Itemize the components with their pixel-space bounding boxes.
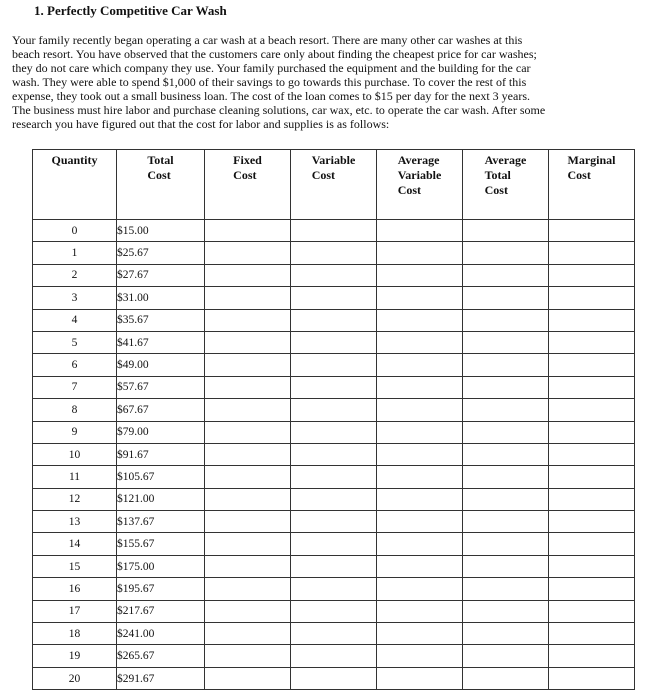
average-variable-cost-cell[interactable] [377,511,463,533]
average-total-cost-cell[interactable] [463,555,549,577]
marginal-cost-cell[interactable] [549,466,635,488]
fixed-cost-cell[interactable] [205,309,291,331]
quantity-cell: 9 [33,421,117,443]
fixed-cost-cell[interactable] [205,533,291,555]
intro-line: research you have figured out that the cost for labor and supplies is as follows: [12,117,390,131]
marginal-cost-cell[interactable] [549,331,635,353]
fixed-cost-cell[interactable] [205,376,291,398]
variable-cost-cell[interactable] [291,376,377,398]
intro-line: wash. They were able to spend $1,000 of their savings to go towards this purchase. To cover the rest of this [12,75,527,89]
quantity-cell: 4 [33,309,117,331]
variable-cost-cell[interactable] [291,399,377,421]
table-row [33,600,635,622]
marginal-cost-cell[interactable] [549,242,635,264]
total-cost-cell: $291.67 [117,667,205,689]
marginal-cost-cell[interactable] [549,623,635,645]
table-row [33,667,635,689]
average-variable-cost-cell[interactable] [377,264,463,286]
variable-cost-cell[interactable] [291,443,377,465]
average-total-cost-cell[interactable] [463,466,549,488]
header-variable-cost: Variable Cost [291,150,377,220]
average-variable-cost-cell[interactable] [377,242,463,264]
average-total-cost-cell[interactable] [463,645,549,667]
average-variable-cost-cell[interactable] [377,466,463,488]
intro-paragraph [12,33,652,131]
average-variable-cost-cell[interactable] [377,578,463,600]
average-variable-cost-cell[interactable] [377,533,463,555]
variable-cost-cell[interactable] [291,264,377,286]
quantity-cell: 2 [33,264,117,286]
fixed-cost-cell[interactable] [205,287,291,309]
fixed-cost-cell[interactable] [205,578,291,600]
total-cost-cell: $217.67 [117,600,205,622]
average-total-cost-cell[interactable] [463,242,549,264]
total-cost-cell: $265.67 [117,645,205,667]
average-total-cost-cell[interactable] [463,443,549,465]
quantity-cell: 20 [33,667,117,689]
table-row [33,287,635,309]
total-cost-cell: $25.67 [117,242,205,264]
marginal-cost-cell[interactable] [549,511,635,533]
table-row [33,399,635,421]
variable-cost-cell[interactable] [291,220,377,242]
average-variable-cost-cell[interactable] [377,443,463,465]
table-row [33,309,635,331]
header-total-cost: Total Cost [117,150,205,220]
marginal-cost-cell[interactable] [549,264,635,286]
total-cost-cell: $67.67 [117,399,205,421]
header-quantity: Quantity [33,150,117,220]
average-total-cost-cell[interactable] [463,600,549,622]
variable-cost-cell[interactable] [291,600,377,622]
fixed-cost-cell[interactable] [205,555,291,577]
quantity-cell: 1 [33,242,117,264]
quantity-cell: 13 [33,511,117,533]
variable-cost-cell[interactable] [291,421,377,443]
marginal-cost-cell[interactable] [549,578,635,600]
variable-cost-cell[interactable] [291,287,377,309]
total-cost-cell: $35.67 [117,309,205,331]
fixed-cost-cell[interactable] [205,511,291,533]
fixed-cost-cell[interactable] [205,488,291,510]
table-row [33,264,635,286]
average-variable-cost-cell[interactable] [377,421,463,443]
variable-cost-cell[interactable] [291,242,377,264]
average-total-cost-cell[interactable] [463,421,549,443]
marginal-cost-cell[interactable] [549,645,635,667]
variable-cost-cell[interactable] [291,488,377,510]
variable-cost-cell[interactable] [291,645,377,667]
quantity-cell: 10 [33,443,117,465]
table-row [33,645,635,667]
average-variable-cost-cell[interactable] [377,399,463,421]
average-variable-cost-cell[interactable] [377,667,463,689]
variable-cost-cell[interactable] [291,354,377,376]
quantity-cell: 11 [33,466,117,488]
average-total-cost-cell[interactable] [463,667,549,689]
average-total-cost-cell[interactable] [463,264,549,286]
quantity-cell: 3 [33,287,117,309]
average-total-cost-cell[interactable] [463,623,549,645]
fixed-cost-cell[interactable] [205,354,291,376]
average-total-cost-cell[interactable] [463,488,549,510]
total-cost-cell: $27.67 [117,264,205,286]
total-cost-cell: $105.67 [117,466,205,488]
marginal-cost-cell[interactable] [549,287,635,309]
average-total-cost-cell[interactable] [463,287,549,309]
table-row [33,511,635,533]
quantity-cell: 8 [33,399,117,421]
intro-line: they do not care which company they use. Your family purchased the equipment and the building for the car [12,61,531,75]
total-cost-cell: $241.00 [117,623,205,645]
header-average-total-cost: Average Total Cost [463,150,549,220]
variable-cost-cell[interactable] [291,623,377,645]
question-heading: 1. Perfectly Competitive Car Wash [34,3,227,18]
total-cost-cell: $41.67 [117,331,205,353]
quantity-cell: 5 [33,331,117,353]
intro-line: The business must hire labor and purchase cleaning solutions, car wax, etc. to operate the car wash. After some [12,103,546,117]
marginal-cost-cell[interactable] [549,488,635,510]
average-total-cost-cell[interactable] [463,220,549,242]
total-cost-cell: $175.00 [117,555,205,577]
total-cost-cell: $155.67 [117,533,205,555]
quantity-cell: 7 [33,376,117,398]
variable-cost-cell[interactable] [291,309,377,331]
variable-cost-cell[interactable] [291,533,377,555]
total-cost-cell: $57.67 [117,376,205,398]
quantity-cell: 14 [33,533,117,555]
fixed-cost-cell[interactable] [205,242,291,264]
cost-table [32,149,635,690]
average-variable-cost-cell[interactable] [377,287,463,309]
table-row [33,443,635,465]
average-total-cost-cell[interactable] [463,376,549,398]
average-total-cost-cell[interactable] [463,309,549,331]
fixed-cost-cell[interactable] [205,264,291,286]
average-variable-cost-cell[interactable] [377,354,463,376]
total-cost-cell: $91.67 [117,443,205,465]
total-cost-cell: $49.00 [117,354,205,376]
fixed-cost-cell[interactable] [205,331,291,353]
variable-cost-cell[interactable] [291,578,377,600]
variable-cost-cell[interactable] [291,466,377,488]
average-total-cost-cell[interactable] [463,399,549,421]
table-header-row [33,150,635,220]
average-variable-cost-cell[interactable] [377,600,463,622]
total-cost-cell: $79.00 [117,421,205,443]
header-marginal-cost: Marginal Cost [549,150,635,220]
marginal-cost-cell[interactable] [549,354,635,376]
quantity-cell: 6 [33,354,117,376]
table-row [33,220,635,242]
marginal-cost-cell[interactable] [549,555,635,577]
variable-cost-cell[interactable] [291,331,377,353]
quantity-cell: 15 [33,555,117,577]
average-variable-cost-cell[interactable] [377,376,463,398]
total-cost-cell: $31.00 [117,287,205,309]
marginal-cost-cell[interactable] [549,667,635,689]
table-body [33,220,635,690]
header-fixed-cost: Fixed Cost [205,150,291,220]
table-row [33,533,635,555]
table-row [33,623,635,645]
fixed-cost-cell[interactable] [205,645,291,667]
average-total-cost-cell[interactable] [463,354,549,376]
average-variable-cost-cell[interactable] [377,220,463,242]
marginal-cost-cell[interactable] [549,376,635,398]
average-total-cost-cell[interactable] [463,533,549,555]
intro-line: beach resort. You have observed that the customers care only about finding the cheapest price for car washes; [12,47,537,61]
fixed-cost-cell[interactable] [205,600,291,622]
quantity-cell: 17 [33,600,117,622]
quantity-cell: 19 [33,645,117,667]
fixed-cost-cell[interactable] [205,466,291,488]
marginal-cost-cell[interactable] [549,600,635,622]
intro-line: Your family recently began operating a car wash at a beach resort. There are many other car washes at this [12,33,523,47]
variable-cost-cell[interactable] [291,555,377,577]
fixed-cost-cell[interactable] [205,220,291,242]
table-row [33,354,635,376]
average-variable-cost-cell[interactable] [377,555,463,577]
marginal-cost-cell[interactable] [549,421,635,443]
header-average-variable-cost: Average Variable Cost [377,150,463,220]
quantity-cell: 16 [33,578,117,600]
total-cost-cell: $137.67 [117,511,205,533]
intro-line: expense, they took out a small business loan. The cost of the loan comes to $15 per day for the next 3 years. [12,89,530,103]
table-row [33,331,635,353]
average-variable-cost-cell[interactable] [377,309,463,331]
average-total-cost-cell[interactable] [463,511,549,533]
marginal-cost-cell[interactable] [549,309,635,331]
average-total-cost-cell[interactable] [463,578,549,600]
quantity-cell: 0 [33,220,117,242]
table-row [33,466,635,488]
total-cost-cell: $195.67 [117,578,205,600]
average-variable-cost-cell[interactable] [377,645,463,667]
table-row [33,555,635,577]
table-row [33,578,635,600]
table-row [33,488,635,510]
quantity-cell: 12 [33,488,117,510]
fixed-cost-cell[interactable] [205,421,291,443]
average-total-cost-cell[interactable] [463,331,549,353]
average-variable-cost-cell[interactable] [377,331,463,353]
total-cost-cell: $121.00 [117,488,205,510]
fixed-cost-cell[interactable] [205,667,291,689]
marginal-cost-cell[interactable] [549,220,635,242]
marginal-cost-cell[interactable] [549,399,635,421]
table-row [33,376,635,398]
table-row [33,242,635,264]
marginal-cost-cell[interactable] [549,533,635,555]
marginal-cost-cell[interactable] [549,443,635,465]
fixed-cost-cell[interactable] [205,623,291,645]
average-variable-cost-cell[interactable] [377,623,463,645]
table-row [33,421,635,443]
fixed-cost-cell[interactable] [205,443,291,465]
variable-cost-cell[interactable] [291,511,377,533]
fixed-cost-cell[interactable] [205,399,291,421]
average-variable-cost-cell[interactable] [377,488,463,510]
quantity-cell: 18 [33,623,117,645]
variable-cost-cell[interactable] [291,667,377,689]
total-cost-cell: $15.00 [117,220,205,242]
